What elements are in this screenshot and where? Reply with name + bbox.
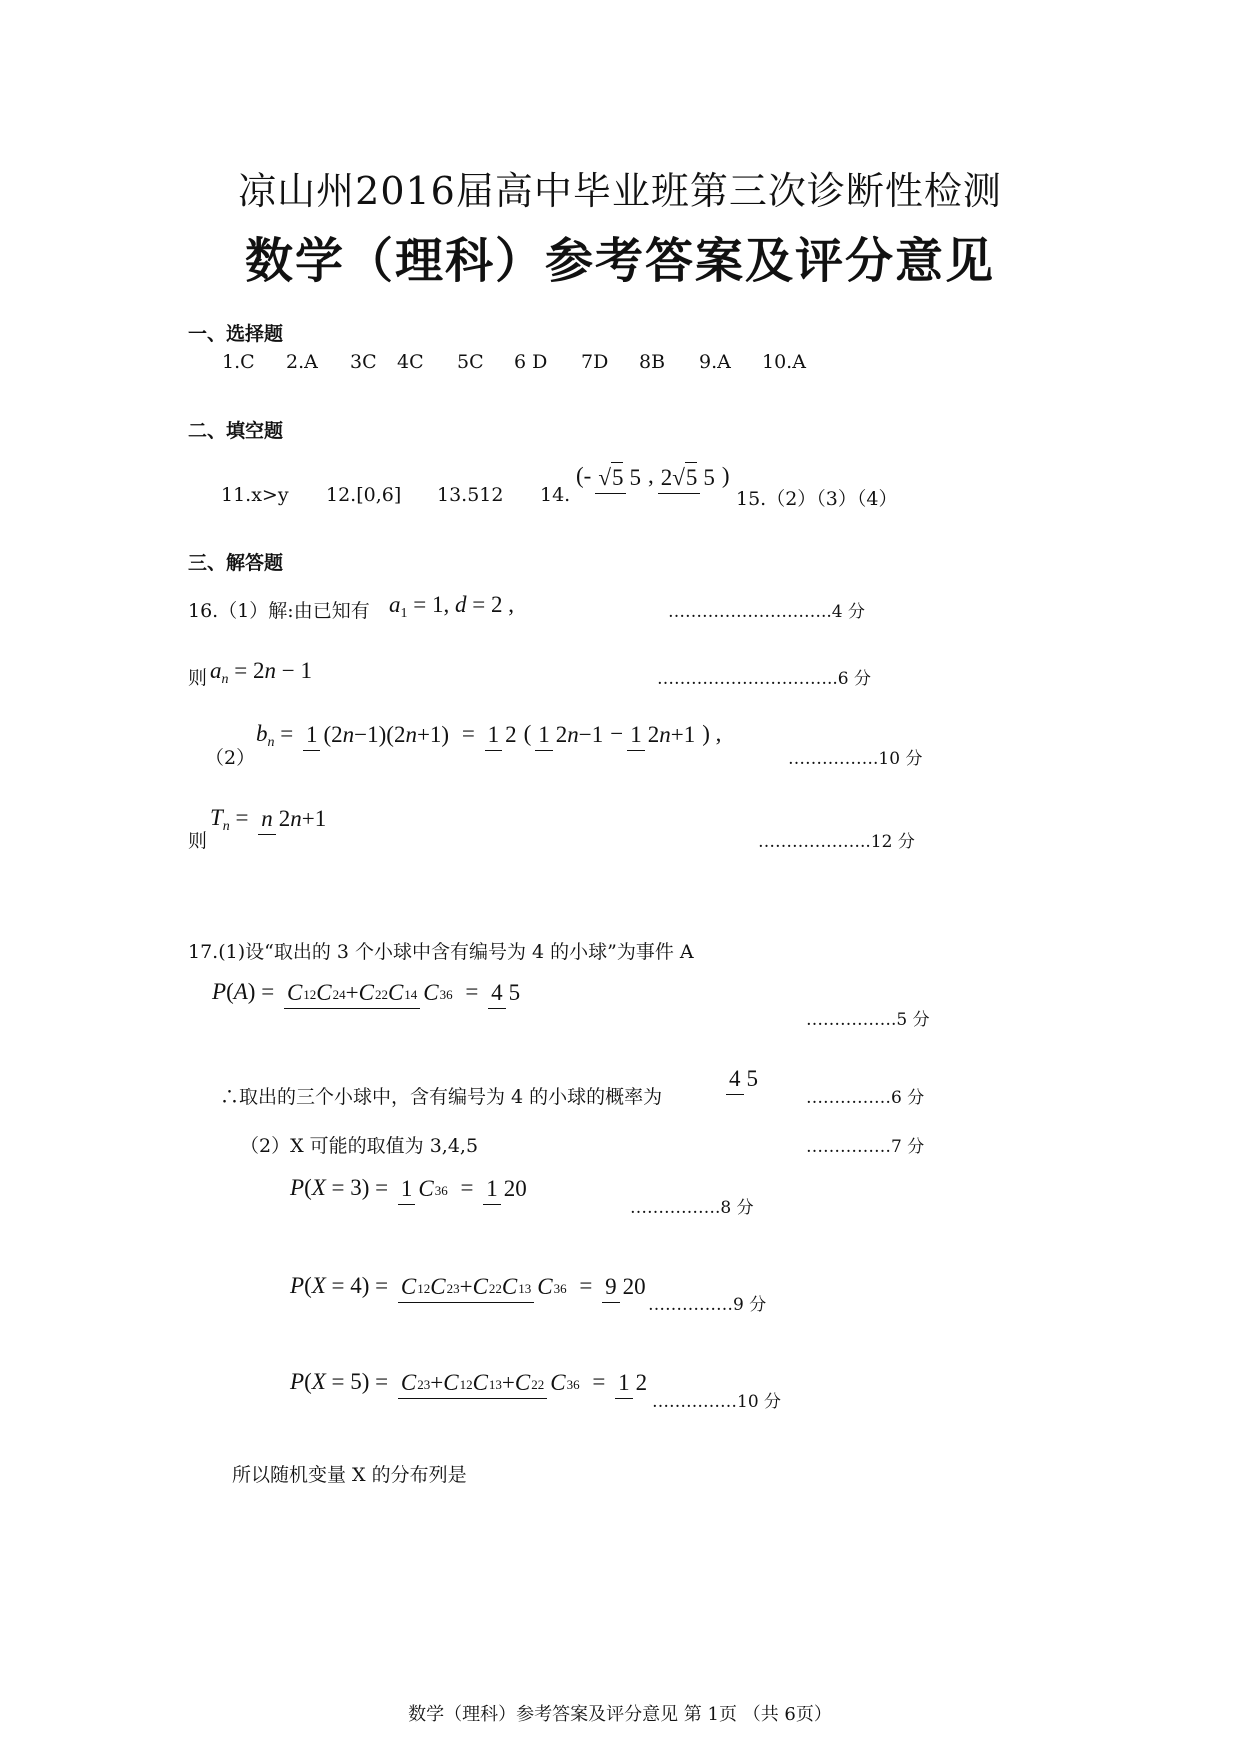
- q17-pa-formula: P(A) = C12C24+C22C14 C36 = 4 5: [212, 978, 527, 1009]
- q16-line2-text: 则: [188, 667, 208, 689]
- section-heading-choice: 一、选择题: [188, 323, 284, 345]
- section-heading-fill: 二、填空题: [188, 420, 284, 442]
- q17-score-5: …………….5 分: [806, 1010, 930, 1030]
- q17-line3-text: ∴取出的三个小球中，含有编号为 4 的小球的概率为: [220, 1086, 663, 1108]
- q16-line4-text: 则: [188, 830, 208, 852]
- fill-answer-14-label: 14.: [540, 484, 571, 506]
- q16-score-4: ………………………..4 分: [668, 602, 866, 622]
- fill-answer-14-formula: (- √5 5 , 2√5 5 ): [576, 462, 730, 494]
- choice-answer: 7D: [581, 351, 609, 373]
- answer-key-title: 数学（理科）参考答案及评分意见: [244, 233, 995, 289]
- q17-px4-formula: P(X = 4) = C12C23+C22C13 C36 = 9 20: [290, 1272, 653, 1303]
- choice-answer: 3C: [350, 351, 377, 373]
- q16-line4-formula: Tn = n 2n+1: [210, 804, 327, 834]
- q17-px3-formula: P(X = 3) = 1 C36 = 1 20: [290, 1174, 534, 1205]
- q16-score-10: …………….10 分: [788, 749, 923, 769]
- q17-line8-text: 所以随机变量 X 的分布列是: [232, 1464, 467, 1486]
- q16-line1-text: 16.（1）解:由已知有: [188, 600, 370, 622]
- q17-line4-text: （2）X 可能的取值为 3,4,5: [240, 1135, 479, 1157]
- choice-answer: 5C: [457, 351, 484, 373]
- q17-line3-fraction: 4 5: [722, 1064, 765, 1095]
- q17-score-9: ……………9 分: [648, 1295, 767, 1315]
- choice-answer: 10.A: [762, 351, 806, 373]
- fill-answer-12: 12.[0,6]: [326, 484, 402, 506]
- section-heading-solution: 三、解答题: [188, 552, 284, 574]
- q17-px5-formula: P(X = 5) = C23+C12C13+C22 C36 = 1 2: [290, 1368, 654, 1399]
- choice-answer: 4C: [397, 351, 424, 373]
- choice-answer: 6 D: [514, 351, 548, 373]
- choice-answer: 1.C: [222, 351, 255, 373]
- fill-answer-11: 11.x>y: [221, 484, 289, 506]
- q17-score-8: …………….8 分: [630, 1198, 754, 1218]
- q17-score-6: ……………6 分: [806, 1088, 925, 1108]
- q16-line1-formula: $a_1 = 1$, d = 2 ,: [389, 592, 514, 621]
- choice-answer: 2.A: [286, 351, 318, 373]
- q16-line3-formula: bn = 1 (2n−1)(2n+1) = 1 2 ( 1 2n−1 − 1 2n+1 ) ,: [256, 720, 722, 750]
- q16-line3-text: （2）: [205, 747, 256, 769]
- q17-score-7: ……………7 分: [806, 1137, 925, 1157]
- q17-score-10: ……………10 分: [652, 1392, 782, 1412]
- fill-answer-15: 15.（2）（3）（4）: [736, 488, 898, 510]
- q17-line1: 17.(1)设“取出的 3 个小球中含有编号为 4 的小球”为事件 A: [188, 941, 694, 963]
- q16-score-6: …………………………..6 分: [657, 669, 872, 689]
- page-footer: 数学（理科）参考答案及评分意见 第 1页 （共 6页）: [408, 1704, 832, 1725]
- choice-answer: 8B: [639, 351, 666, 373]
- q16-line2-formula: $a_n = 2n - 1$: [210, 658, 312, 687]
- choice-answer: 9.A: [699, 351, 731, 373]
- fill-answer-13: 13.512: [437, 484, 504, 506]
- exam-title: 凉山州2016届高中毕业班第三次诊断性检测: [238, 169, 1002, 213]
- q16-score-12: ………………..12 分: [758, 832, 915, 852]
